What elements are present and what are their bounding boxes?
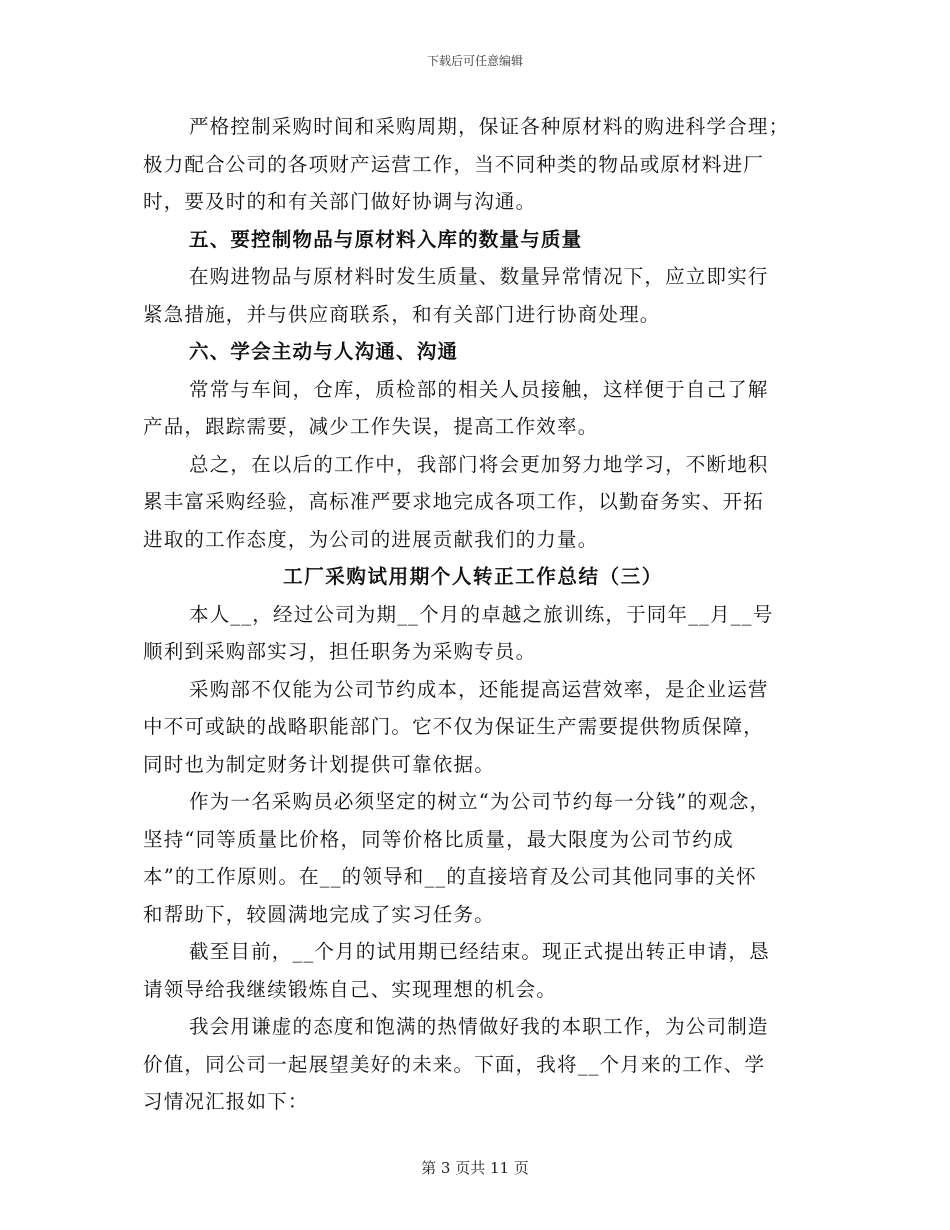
document-title: 工厂采购试用期个人转正工作总结（三） [283,565,663,588]
body-line: 总之，在以后的工作中，我部门将会更加努力地学习，不断地积 [189,452,769,476]
body-line: 常常与车间，仓库，质检部的相关人员接触，这样便于自己了解 [189,377,769,401]
body-line: 产品，跟踪需要，减少工作失误，提高工作效率。 [143,415,599,438]
body-line: 进取的工作态度，为公司的进展贡献我们的力量。 [143,527,599,551]
section-heading-5: 五、要控制物品与原材料入库的数量与质量 [189,227,583,251]
body-line: 在购进物品与原材料时发生质量、数量异常情况下，应立即实行 [189,265,769,288]
body-line: 截至目前，__个月的试用期已经结束。现正式提出转正申请，恳 [189,940,770,963]
body-line: 请领导给我继续锻炼自己、实现理想的机会。 [143,977,558,1001]
body-line: 本人__，经过公司为期__个月的卓越之旅训练，于同年__月__号 [189,602,774,626]
body-line: 和帮助下，较圆满地完成了实习任务。 [143,902,495,926]
section-heading-6: 六、学会主动与人沟通、沟通 [189,340,459,363]
body-line: 坚持“同等质量比价格，同等价格比质量，最大限度为公司节约成 [143,827,734,851]
body-line: 中不可或缺的战略职能部门。它不仅为保证生产需要提供物质保障， [143,715,765,738]
body-line: 同时也为制定财务计划提供可靠依据。 [143,752,495,776]
body-line: 累丰富采购经验，高标准严要求地完成各项工作，以勤奋务实、开拓 [143,490,765,513]
body-line: 极力配合公司的各项财产运营工作，当不同种类的物品或原材料进厂 [143,152,765,176]
body-line: 本”的工作原则。在__的领导和__的直接培育及公司其他同事的关怀 [143,865,757,888]
body-line: 采购部不仅能为公司节约成本，还能提高运营效率，是企业运营 [189,677,769,701]
body-line: 习情况汇报如下： [143,1090,309,1113]
body-line: 作为一名采购员必须坚定的树立“为公司节约每一分钱”的观念， [189,790,771,813]
header-note: 下载后可任意编辑 [426,54,523,68]
body-line: 严格控制采购时间和采购周期，保证各种原材料的购进科学合理； [189,115,790,138]
body-line: 价值，同公司一起展望美好的未来。下面，我将__个月来的工作、学 [143,1052,766,1076]
body-line: 我会用谦虚的态度和饱满的热情做好我的本职工作，为公司制造 [189,1015,769,1038]
page-number: 第 3 页共 11 页 [421,1159,529,1177]
document-body [143,108,803,1121]
body-line: 顺利到采购部实习，担任职务为采购专员。 [143,640,537,663]
body-line: 紧急措施，并与供应商联系，和有关部门进行协商处理。 [143,302,661,326]
body-line: 时，要及时的和有关部门做好协调与沟通。 [143,190,537,213]
